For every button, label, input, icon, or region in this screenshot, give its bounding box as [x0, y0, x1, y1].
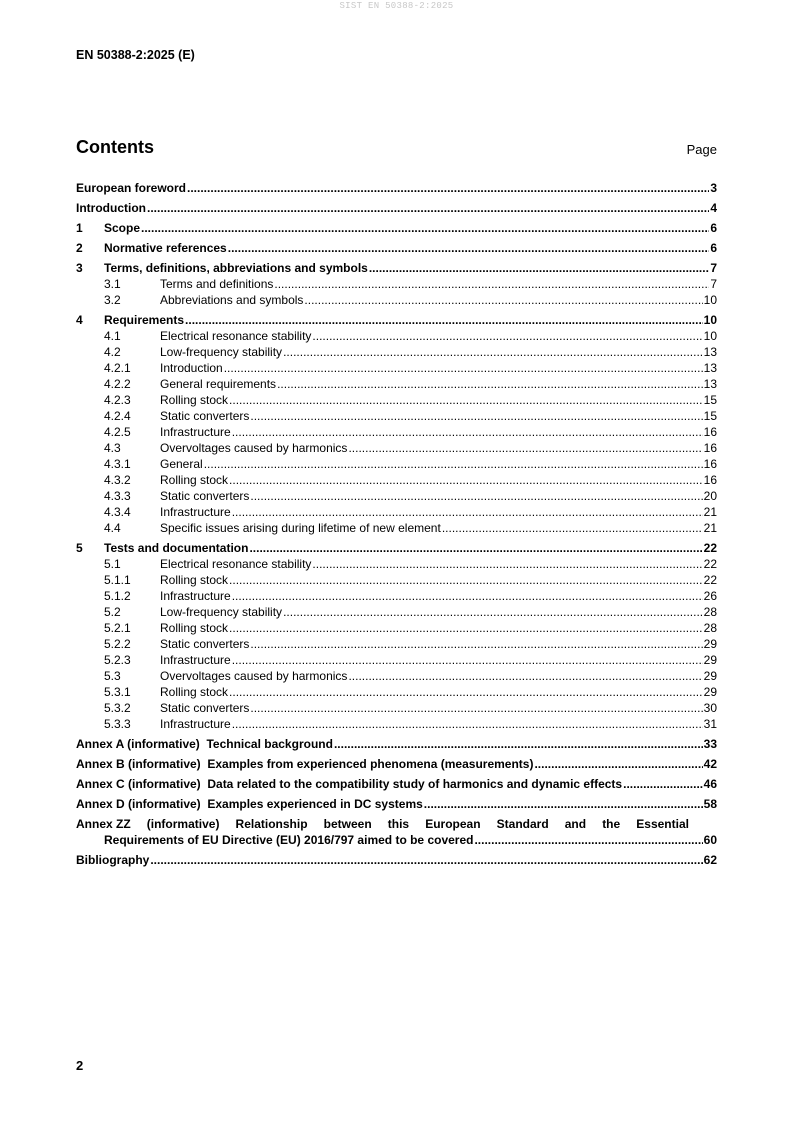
- toc-entry-5[interactable]: [76, 540, 717, 556]
- toc-title: Normative references: [104, 241, 227, 255]
- toc-number: 4.3: [104, 441, 121, 455]
- toc-page: 29: [703, 685, 717, 699]
- toc-leader: [250, 488, 702, 504]
- toc-leader: [249, 540, 702, 556]
- toc-word: (informative): [146, 817, 220, 831]
- toc-number: 4.2.1: [104, 361, 131, 375]
- toc-leader: [312, 328, 702, 344]
- toc-number: 3.2: [104, 293, 121, 307]
- toc-leader: [204, 456, 703, 472]
- toc-page: 26: [703, 589, 717, 603]
- toc-page: 33: [703, 737, 717, 751]
- toc-page: 28: [703, 605, 717, 619]
- toc-page: 22: [703, 573, 717, 587]
- toc-leader: [229, 620, 703, 636]
- toc-page: 62: [703, 853, 717, 867]
- toc-annex-zz-line1: [76, 816, 717, 832]
- toc-page: 22: [703, 541, 717, 555]
- toc-leader: [474, 832, 702, 848]
- toc-title: Infrastructure: [160, 589, 231, 603]
- toc-leader: [228, 240, 710, 256]
- toc-leader: [232, 716, 703, 732]
- toc-page: 13: [703, 345, 717, 359]
- toc-leader: [147, 200, 709, 216]
- toc-word: this: [387, 817, 410, 831]
- toc-entry-annex-zz[interactable]: [76, 816, 717, 848]
- toc-title: Rolling stock: [160, 621, 229, 635]
- toc-number: 4: [76, 313, 83, 327]
- toc-page: 46: [703, 777, 717, 791]
- toc-entry-1[interactable]: [76, 220, 717, 236]
- toc-leader: [224, 360, 703, 376]
- toc-title: General: [160, 457, 203, 471]
- toc-number: 5.2: [104, 605, 121, 619]
- toc-number: 4.1: [104, 329, 121, 343]
- toc-leader: [274, 276, 709, 292]
- toc-page: 16: [703, 457, 717, 471]
- toc-leader: [369, 260, 709, 276]
- toc-page: 31: [703, 717, 717, 731]
- toc-title: Static converters: [160, 489, 250, 503]
- toc-leader: [348, 440, 702, 456]
- toc-page: 29: [703, 637, 717, 651]
- toc-leader: [229, 472, 703, 488]
- toc-title: Terms, definitions, abbreviations and symbols: [104, 261, 368, 275]
- toc-entry-5-3[interactable]: [76, 668, 717, 684]
- toc-entry-annex-d[interactable]: [76, 796, 717, 812]
- toc-title: Static converters: [160, 637, 250, 651]
- toc-title: Bibliography: [76, 853, 150, 867]
- toc-title: Tests and documentation: [104, 541, 249, 555]
- toc-title: Requirements: [104, 313, 185, 327]
- toc-page: 30: [703, 701, 717, 715]
- toc-leader: [232, 424, 703, 440]
- toc-title: Static converters: [160, 409, 250, 423]
- toc-page: 6: [710, 221, 717, 235]
- toc-title: Static converters: [160, 701, 250, 715]
- toc-entry-5-1[interactable]: [76, 556, 717, 572]
- toc-page: 20: [703, 489, 717, 503]
- toc-page: 16: [703, 473, 717, 487]
- toc-entry-european-foreword[interactable]: [76, 180, 717, 196]
- toc-leader: [250, 408, 702, 424]
- toc-title: Low-frequency stability: [160, 345, 283, 359]
- toc-leader: [442, 520, 703, 536]
- toc-number: 4.2.3: [104, 393, 131, 407]
- toc-number: 5.2.1: [104, 621, 131, 635]
- toc-leader: [250, 700, 702, 716]
- toc-word: Relationship: [235, 817, 308, 831]
- toc-number: 5.2.2: [104, 637, 131, 651]
- toc-title: Scope: [104, 221, 141, 235]
- toc-page: 29: [703, 653, 717, 667]
- toc-title: Introduction: [76, 201, 146, 215]
- toc-leader: [141, 220, 709, 236]
- toc-leader: [150, 852, 702, 868]
- toc-page: 13: [703, 361, 717, 375]
- toc-title: Rolling stock: [160, 393, 229, 407]
- toc-title: Low-frequency stability: [160, 605, 283, 619]
- toc-page: 4: [710, 201, 717, 215]
- toc-leader: [187, 180, 709, 196]
- toc-number: 5.1: [104, 557, 121, 571]
- toc-title: Introduction: [160, 361, 223, 375]
- toc-page: 21: [703, 505, 717, 519]
- toc-page: 16: [703, 425, 717, 439]
- toc-leader: [232, 652, 703, 668]
- toc-word: Standard: [496, 817, 549, 831]
- toc-leader: [304, 292, 702, 308]
- toc-number: 5.3.2: [104, 701, 131, 715]
- toc-entry-5-2-2[interactable]: [76, 636, 717, 652]
- toc-title: Overvoltages caused by harmonics: [160, 441, 348, 455]
- toc-entry-5-1-1[interactable]: [76, 572, 717, 588]
- toc-page: 15: [703, 393, 717, 407]
- toc-title: Overvoltages caused by harmonics: [160, 669, 348, 683]
- toc-entry-5-2[interactable]: [76, 604, 717, 620]
- toc-leader: [250, 636, 702, 652]
- toc-entry-5-3-1[interactable]: [76, 684, 717, 700]
- toc-title: European foreword: [76, 181, 187, 195]
- toc-title: Annex C (informative) Data related to the compatibility study of harmonics and dynamic effects: [76, 777, 623, 791]
- toc-title: Abbreviations and symbols: [160, 293, 304, 307]
- toc-page: 15: [703, 409, 717, 423]
- toc-number: 4.2: [104, 345, 121, 359]
- toc-number: 5.3: [104, 669, 121, 683]
- toc-number: 4.2.2: [104, 377, 131, 391]
- toc-title: Specific issues arising during lifetime of new element: [160, 521, 441, 535]
- toc-title: Infrastructure: [160, 425, 231, 439]
- toc-number: 4.3.4: [104, 505, 131, 519]
- toc-number: 5.1.1: [104, 573, 131, 587]
- toc-entry-5-3-2[interactable]: [76, 700, 717, 716]
- toc-title: Electrical resonance stability: [160, 329, 312, 343]
- toc-entry-4-2-1[interactable]: [76, 360, 717, 376]
- toc-leader: [283, 604, 703, 620]
- toc-title: General requirements: [160, 377, 277, 391]
- toc-number: 5: [76, 541, 83, 555]
- toc-title: Annex D (informative) Examples experienced in DC systems: [76, 797, 423, 811]
- toc-number: 4.3.1: [104, 457, 131, 471]
- toc-leader: [623, 776, 703, 792]
- toc-entry-5-2-3[interactable]: [76, 652, 717, 668]
- toc-number: 4.2.4: [104, 409, 131, 423]
- toc-title: Infrastructure: [160, 653, 231, 667]
- toc-leader: [185, 312, 703, 328]
- toc-entry-4-2-3[interactable]: [76, 392, 717, 408]
- toc-page: 58: [703, 797, 717, 811]
- toc-number: 4.2.5: [104, 425, 131, 439]
- toc-entry-4-2-4[interactable]: [76, 408, 717, 424]
- toc-entry-introduction[interactable]: [76, 200, 717, 216]
- toc-entry-4-3-2[interactable]: [76, 472, 717, 488]
- toc-page: 42: [703, 757, 717, 771]
- toc-leader: [348, 668, 702, 684]
- toc-leader: [229, 572, 703, 588]
- toc-title: Rolling stock: [160, 685, 229, 699]
- toc-entry-4[interactable]: [76, 312, 717, 328]
- toc-annex-zz-line2: [76, 832, 717, 848]
- page-column-label: Page: [686, 142, 717, 157]
- toc-entry-annex-a[interactable]: [76, 736, 717, 752]
- toc-page: 10: [703, 313, 717, 327]
- toc-number: 3.1: [104, 277, 121, 291]
- toc-number: 1: [76, 221, 83, 235]
- toc-entry-5-3-3[interactable]: [76, 716, 717, 732]
- toc-number: 3: [76, 261, 83, 275]
- toc-page: 13: [703, 377, 717, 391]
- toc-page: 7: [710, 261, 717, 275]
- toc-entry-4-2[interactable]: [76, 344, 717, 360]
- toc-number: 4.3.3: [104, 489, 131, 503]
- toc-entry-3-2[interactable]: [76, 292, 717, 308]
- toc-page: 22: [703, 557, 717, 571]
- toc-leader: [277, 376, 703, 392]
- toc-word: between: [323, 817, 372, 831]
- toc-title: Requirements of EU Directive (EU) 2016/797 aimed to be covered: [104, 833, 474, 847]
- toc-leader: [232, 588, 703, 604]
- toc-word: Essential: [636, 817, 689, 831]
- toc-entry-4-2-2[interactable]: [76, 376, 717, 392]
- contents-heading: Contents: [76, 137, 154, 157]
- toc-entry-4-3-1[interactable]: [76, 456, 717, 472]
- toc-title: Infrastructure: [160, 717, 231, 731]
- toc-entry-5-2-1[interactable]: [76, 620, 717, 636]
- toc-number: 5.2.3: [104, 653, 131, 667]
- toc-leader: [283, 344, 703, 360]
- toc-page: 29: [703, 669, 717, 683]
- toc-page: 16: [703, 441, 717, 455]
- toc-leader: [232, 504, 703, 520]
- toc-leader: [312, 556, 702, 572]
- toc-number: 2: [76, 241, 83, 255]
- toc-page: 21: [703, 521, 717, 535]
- toc-entry-2[interactable]: [76, 240, 717, 256]
- toc-number: 4.4: [104, 521, 121, 535]
- toc-word: Annex ZZ: [76, 817, 131, 831]
- toc-entry-3-1[interactable]: [76, 276, 717, 292]
- toc-leader: [534, 756, 702, 772]
- toc-entry-4-2-5[interactable]: [76, 424, 717, 440]
- toc-page: 28: [703, 621, 717, 635]
- toc-title: Electrical resonance stability: [160, 557, 312, 571]
- toc-leader: [229, 392, 703, 408]
- toc-word: European: [425, 817, 481, 831]
- toc-page: 10: [703, 293, 717, 307]
- toc-title: Annex A (informative) Technical background: [76, 737, 333, 751]
- toc-number: 5.1.2: [104, 589, 131, 603]
- toc-page: 10: [703, 329, 717, 343]
- toc-entry-4-3-4[interactable]: [76, 504, 717, 520]
- toc-entry-bibliography[interactable]: [76, 852, 717, 868]
- toc-leader: [229, 684, 703, 700]
- toc-leader: [334, 736, 703, 752]
- toc-number: 5.3.3: [104, 717, 131, 731]
- toc-number: 5.3.1: [104, 685, 131, 699]
- toc-leader: [424, 796, 703, 812]
- toc-word: the: [602, 817, 621, 831]
- toc-entry-4-3-3[interactable]: [76, 488, 717, 504]
- toc-entry-4-4[interactable]: [76, 520, 717, 536]
- toc-entry-annex-c[interactable]: [76, 776, 717, 792]
- toc-page: 7: [710, 277, 717, 291]
- table-of-contents: [76, 180, 717, 868]
- toc-title: Rolling stock: [160, 573, 229, 587]
- toc-word: and: [564, 817, 587, 831]
- toc-entry-5-1-2[interactable]: [76, 588, 717, 604]
- toc-page: 3: [710, 181, 717, 195]
- toc-entry-4-3[interactable]: [76, 440, 717, 456]
- toc-page: 6: [710, 241, 717, 255]
- page-number: 2: [76, 1058, 84, 1073]
- toc-title: Rolling stock: [160, 473, 229, 487]
- toc-entry-4-1[interactable]: [76, 328, 717, 344]
- toc-number: 4.3.2: [104, 473, 131, 487]
- toc-entry-3[interactable]: [76, 260, 717, 276]
- toc-title: Annex B (informative) Examples from experienced phenomena (measurements): [76, 757, 534, 771]
- toc-entry-annex-b[interactable]: [76, 756, 717, 772]
- toc-title: Infrastructure: [160, 505, 231, 519]
- document-id: EN 50388-2:2025 (E): [76, 48, 195, 62]
- watermark: SIST EN 50388-2:2025: [339, 1, 454, 11]
- toc-page: 60: [703, 833, 717, 847]
- toc-title: Terms and definitions: [160, 277, 274, 291]
